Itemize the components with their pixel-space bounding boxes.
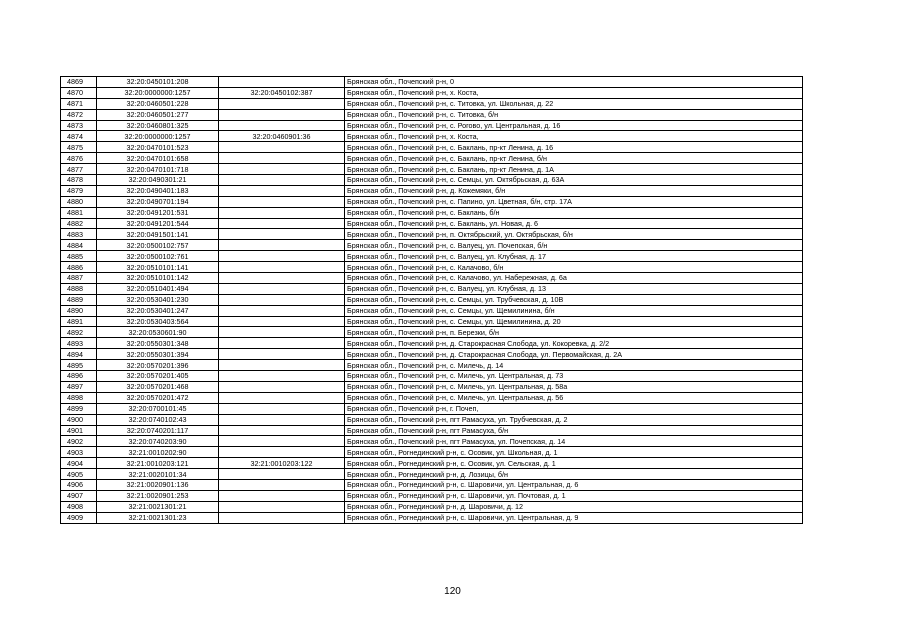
cell-number: 4892 xyxy=(61,327,97,338)
cell-number: 4895 xyxy=(61,360,97,371)
cell-cadastral-number: 32:20:0570201:396 xyxy=(97,360,219,371)
cell-cadastral-number: 32:20:0460501:277 xyxy=(97,109,219,120)
cell-number: 4879 xyxy=(61,185,97,196)
cell-number: 4882 xyxy=(61,218,97,229)
cell-number: 4904 xyxy=(61,458,97,469)
cell-address: Брянская обл., Почепский р-н, с. Милечь, д. 14 xyxy=(345,360,803,371)
cell-address: Брянская обл., Почепский р-н, с. Семцы, ул. Октябрьская, д. 63А xyxy=(345,175,803,186)
table-row xyxy=(61,338,803,349)
table-row xyxy=(61,425,803,436)
cell-address: Брянская обл., Почепский р-н, с. Рогово, ул. Центральная, д. 16 xyxy=(345,120,803,131)
cell-address: Брянская обл., Почепский р-н, д. Старокрасная Слобода, ул. Кокоревка, д. 2/2 xyxy=(345,338,803,349)
table-row xyxy=(61,87,803,98)
cell-related-number xyxy=(219,185,345,196)
cell-address: Брянская обл., Рогнединский р-н, с. Шаровичи, ул. Центральная, д. 6 xyxy=(345,479,803,490)
table-row xyxy=(61,512,803,523)
cell-address: Брянская обл., Почепский р-н, х. Коста, xyxy=(345,87,803,98)
table-row xyxy=(61,262,803,273)
registry-table xyxy=(60,76,803,524)
cell-address: Брянская обл., Почепский р-н, с. Папино, ул. Цветная, б/н, стр. 17А xyxy=(345,196,803,207)
table-row xyxy=(61,207,803,218)
cell-address: Брянская обл., Почепский р-н, с. Калачово, ул. Набережная, д. 6а xyxy=(345,273,803,284)
cell-number: 4894 xyxy=(61,349,97,360)
table-row xyxy=(61,218,803,229)
cell-related-number xyxy=(219,371,345,382)
cell-related-number xyxy=(219,381,345,392)
cell-cadastral-number: 32:20:0460801:325 xyxy=(97,120,219,131)
table-row xyxy=(61,120,803,131)
cell-number: 4903 xyxy=(61,447,97,458)
cell-number: 4877 xyxy=(61,164,97,175)
cell-address: Брянская обл., Почепский р-н, д. Кожемяки, б/н xyxy=(345,185,803,196)
table-row xyxy=(61,458,803,469)
table-row xyxy=(61,294,803,305)
table-row xyxy=(61,131,803,142)
cell-cadastral-number: 32:20:0491201:544 xyxy=(97,218,219,229)
cell-cadastral-number: 32:20:0500102:761 xyxy=(97,251,219,262)
table-row xyxy=(61,305,803,316)
cell-address: Брянская обл., Почепский р-н, с. Валуец, ул. Клубная, д. 13 xyxy=(345,283,803,294)
cell-number: 4897 xyxy=(61,381,97,392)
cell-cadastral-number: 32:20:0490701:194 xyxy=(97,196,219,207)
cell-related-number xyxy=(219,512,345,523)
cell-cadastral-number: 32:20:0740203:90 xyxy=(97,436,219,447)
cell-address: Брянская обл., Рогнединский р-н, с. Осовик, ул. Сельская, д. 1 xyxy=(345,458,803,469)
cell-number: 4896 xyxy=(61,371,97,382)
registry-table-body xyxy=(61,77,803,524)
cell-address: Брянская обл., Почепский р-н, с. Калачово, б/н xyxy=(345,262,803,273)
cell-related-number xyxy=(219,436,345,447)
cell-related-number xyxy=(219,327,345,338)
cell-number: 4874 xyxy=(61,131,97,142)
cell-number: 4881 xyxy=(61,207,97,218)
cell-address: Брянская обл., Почепский р-н, г. Почеп, xyxy=(345,403,803,414)
cell-address: Брянская обл., Почепский р-н, д. Старокрасная Слобода, ул. Первомайская, д. 2А xyxy=(345,349,803,360)
table-row xyxy=(61,175,803,186)
cell-address: Брянская обл., Почепский р-н, с. Баклань, пр-кт Ленина, д. 1А xyxy=(345,164,803,175)
cell-address: Брянская обл., Почепский р-н, с. Баклань, пр-кт Ленина, д. 16 xyxy=(345,142,803,153)
cell-address: Брянская обл., Почепский р-н, 0 xyxy=(345,77,803,88)
table-row xyxy=(61,229,803,240)
cell-number: 4899 xyxy=(61,403,97,414)
cell-cadastral-number: 32:21:0010202:90 xyxy=(97,447,219,458)
cell-cadastral-number: 32:21:0020101:34 xyxy=(97,469,219,480)
cell-cadastral-number: 32:20:0510101:141 xyxy=(97,262,219,273)
cell-related-number xyxy=(219,98,345,109)
cell-address: Брянская обл., Почепский р-н, с. Титовка, б/н xyxy=(345,109,803,120)
cell-related-number xyxy=(219,414,345,425)
table-row xyxy=(61,414,803,425)
cell-related-number xyxy=(219,479,345,490)
cell-number: 4908 xyxy=(61,501,97,512)
cell-related-number xyxy=(219,153,345,164)
cell-related-number xyxy=(219,175,345,186)
cell-related-number xyxy=(219,392,345,403)
table-row xyxy=(61,327,803,338)
cell-cadastral-number: 32:20:0500102:757 xyxy=(97,240,219,251)
cell-address: Брянская обл., Почепский р-н, с. Валуец, ул. Почепская, б/н xyxy=(345,240,803,251)
cell-cadastral-number: 32:20:0491501:141 xyxy=(97,229,219,240)
table-row xyxy=(61,360,803,371)
cell-cadastral-number: 32:20:0550301:394 xyxy=(97,349,219,360)
cell-related-number xyxy=(219,196,345,207)
cell-address: Брянская обл., Почепский р-н, х. Коста, xyxy=(345,131,803,142)
cell-number: 4883 xyxy=(61,229,97,240)
table-row xyxy=(61,403,803,414)
cell-number: 4870 xyxy=(61,87,97,98)
table-row xyxy=(61,240,803,251)
table-row xyxy=(61,77,803,88)
cell-number: 4873 xyxy=(61,120,97,131)
cell-related-number xyxy=(219,283,345,294)
cell-cadastral-number: 32:20:0570201:468 xyxy=(97,381,219,392)
cell-number: 4888 xyxy=(61,283,97,294)
table-row xyxy=(61,283,803,294)
table-row xyxy=(61,479,803,490)
table-row xyxy=(61,349,803,360)
cell-cadastral-number: 32:20:0470101:658 xyxy=(97,153,219,164)
cell-related-number xyxy=(219,294,345,305)
cell-related-number xyxy=(219,77,345,88)
cell-related-number xyxy=(219,262,345,273)
cell-number: 4893 xyxy=(61,338,97,349)
cell-address: Брянская обл., Почепский р-н, с. Баклань, пр-кт Ленина, б/н xyxy=(345,153,803,164)
cell-cadastral-number: 32:21:0021301:23 xyxy=(97,512,219,523)
cell-address: Брянская обл., Почепский р-н, пгт Рамасуха, б/н xyxy=(345,425,803,436)
cell-cadastral-number: 32:20:0570201:405 xyxy=(97,371,219,382)
cell-cadastral-number: 32:21:0020901:136 xyxy=(97,479,219,490)
cell-cadastral-number: 32:20:0490301:21 xyxy=(97,175,219,186)
cell-address: Брянская обл., Почепский р-н, с. Семцы, ул. Трубчевская, д. 10В xyxy=(345,294,803,305)
cell-address: Брянская обл., Рогнединский р-н, с. Шаровичи, ул. Почтовая, д. 1 xyxy=(345,490,803,501)
cell-related-number xyxy=(219,109,345,120)
cell-number: 4869 xyxy=(61,77,97,88)
cell-number: 4887 xyxy=(61,273,97,284)
cell-number: 4876 xyxy=(61,153,97,164)
cell-address: Брянская обл., Рогнединский р-н, д. Лозицы, б/н xyxy=(345,469,803,480)
cell-cadastral-number: 32:20:0550301:348 xyxy=(97,338,219,349)
cell-cadastral-number: 32:20:0470101:523 xyxy=(97,142,219,153)
cell-cadastral-number: 32:20:0450101:208 xyxy=(97,77,219,88)
cell-number: 4907 xyxy=(61,490,97,501)
cell-address: Брянская обл., Рогнединский р-н, с. Осовик, ул. Школьная, д. 1 xyxy=(345,447,803,458)
cell-cadastral-number: 32:21:0010203:121 xyxy=(97,458,219,469)
table-row xyxy=(61,142,803,153)
table-row xyxy=(61,164,803,175)
cell-number: 4884 xyxy=(61,240,97,251)
cell-related-number xyxy=(219,349,345,360)
cell-number: 4885 xyxy=(61,251,97,262)
cell-related-number xyxy=(219,338,345,349)
cell-address: Брянская обл., Почепский р-н, п. Октябрьский, ул. Октябрьская, б/н xyxy=(345,229,803,240)
cell-number: 4880 xyxy=(61,196,97,207)
cell-related-number xyxy=(219,447,345,458)
cell-related-number xyxy=(219,360,345,371)
cell-cadastral-number: 32:20:0530403:564 xyxy=(97,316,219,327)
cell-number: 4901 xyxy=(61,425,97,436)
table-row xyxy=(61,109,803,120)
cell-related-number xyxy=(219,273,345,284)
cell-address: Брянская обл., Рогнединский р-н, с. Шаровичи, ул. Центральная, д. 9 xyxy=(345,512,803,523)
cell-address: Брянская обл., Почепский р-н, п. Березки, б/н xyxy=(345,327,803,338)
table-row xyxy=(61,185,803,196)
cell-address: Брянская обл., Почепский р-н, с. Семцы, ул. Щемилинина, д. 20 xyxy=(345,316,803,327)
cell-related-number xyxy=(219,403,345,414)
cell-number: 4871 xyxy=(61,98,97,109)
cell-number: 4889 xyxy=(61,294,97,305)
cell-related-number: 32:20:0460901:36 xyxy=(219,131,345,142)
cell-cadastral-number: 32:20:0700101:45 xyxy=(97,403,219,414)
cell-address: Брянская обл., Почепский р-н, пгт Рамасуха, ул. Трубчевская, д. 2 xyxy=(345,414,803,425)
cell-cadastral-number: 32:20:0460501:228 xyxy=(97,98,219,109)
cell-number: 4909 xyxy=(61,512,97,523)
cell-related-number xyxy=(219,316,345,327)
table-row xyxy=(61,316,803,327)
cell-related-number xyxy=(219,425,345,436)
table-row xyxy=(61,98,803,109)
cell-address: Брянская обл., Почепский р-н, с. Милечь, ул. Центральная, д. 73 xyxy=(345,371,803,382)
cell-cadastral-number: 32:20:0570201:472 xyxy=(97,392,219,403)
cell-cadastral-number: 32:20:0530401:247 xyxy=(97,305,219,316)
cell-number: 4902 xyxy=(61,436,97,447)
table-row xyxy=(61,273,803,284)
cell-related-number: 32:20:0450102:387 xyxy=(219,87,345,98)
cell-address: Брянская обл., Почепский р-н, пгт Рамасуха, ул. Почепская, д. 14 xyxy=(345,436,803,447)
cell-cadastral-number: 32:21:0021301:21 xyxy=(97,501,219,512)
table-row xyxy=(61,447,803,458)
cell-related-number xyxy=(219,229,345,240)
cell-cadastral-number: 32:20:0740201:117 xyxy=(97,425,219,436)
cell-number: 4875 xyxy=(61,142,97,153)
cell-cadastral-number: 32:20:0490401:183 xyxy=(97,185,219,196)
cell-cadastral-number: 32:20:0000000:1257 xyxy=(97,87,219,98)
cell-address: Брянская обл., Почепский р-н, с. Милечь, ул. Центральная, д. 58а xyxy=(345,381,803,392)
cell-number: 4898 xyxy=(61,392,97,403)
cell-number: 4891 xyxy=(61,316,97,327)
table-row xyxy=(61,153,803,164)
cell-address: Брянская обл., Почепский р-н, с. Милечь, ул. Центральная, д. 56 xyxy=(345,392,803,403)
cell-address: Брянская обл., Почепский р-н, с. Валуец, ул. Клубная, д. 17 xyxy=(345,251,803,262)
cell-related-number xyxy=(219,469,345,480)
table-row xyxy=(61,381,803,392)
cell-cadastral-number: 32:20:0530401:230 xyxy=(97,294,219,305)
table-row xyxy=(61,436,803,447)
cell-related-number xyxy=(219,251,345,262)
cell-related-number xyxy=(219,490,345,501)
table-row xyxy=(61,392,803,403)
cell-related-number xyxy=(219,305,345,316)
table-row xyxy=(61,490,803,501)
cell-address: Брянская обл., Почепский р-н, с. Баклань, ул. Новая, д. 6 xyxy=(345,218,803,229)
cell-address: Брянская обл., Почепский р-н, с. Семцы, ул. Щемилинина, б/н xyxy=(345,305,803,316)
cell-address: Брянская обл., Рогнединский р-н, д. Шаровичи, д. 12 xyxy=(345,501,803,512)
cell-related-number xyxy=(219,501,345,512)
cell-cadastral-number: 32:20:0740102:43 xyxy=(97,414,219,425)
table-row xyxy=(61,371,803,382)
cell-related-number xyxy=(219,240,345,251)
cell-related-number: 32:21:0010203:122 xyxy=(219,458,345,469)
table-row xyxy=(61,469,803,480)
cell-address: Брянская обл., Почепский р-н, с. Баклань, б/н xyxy=(345,207,803,218)
cell-related-number xyxy=(219,142,345,153)
cell-related-number xyxy=(219,218,345,229)
cell-cadastral-number: 32:20:0000000:1257 xyxy=(97,131,219,142)
table-row xyxy=(61,251,803,262)
cell-number: 4890 xyxy=(61,305,97,316)
cell-cadastral-number: 32:20:0530601:90 xyxy=(97,327,219,338)
table-row xyxy=(61,196,803,207)
cell-address: Брянская обл., Почепский р-н, с. Титовка, ул. Школьная, д. 22 xyxy=(345,98,803,109)
cell-cadastral-number: 32:20:0491201:531 xyxy=(97,207,219,218)
cell-related-number xyxy=(219,120,345,131)
cell-number: 4886 xyxy=(61,262,97,273)
cell-number: 4872 xyxy=(61,109,97,120)
table-row xyxy=(61,501,803,512)
cell-cadastral-number: 32:21:0020901:253 xyxy=(97,490,219,501)
cell-cadastral-number: 32:20:0470101:718 xyxy=(97,164,219,175)
cell-number: 4906 xyxy=(61,479,97,490)
cell-related-number xyxy=(219,207,345,218)
cell-number: 4905 xyxy=(61,469,97,480)
page-number: 120 xyxy=(444,586,461,597)
cell-number: 4900 xyxy=(61,414,97,425)
cell-cadastral-number: 32:20:0510401:494 xyxy=(97,283,219,294)
cell-related-number xyxy=(219,164,345,175)
cell-cadastral-number: 32:20:0510101:142 xyxy=(97,273,219,284)
cell-number: 4878 xyxy=(61,175,97,186)
